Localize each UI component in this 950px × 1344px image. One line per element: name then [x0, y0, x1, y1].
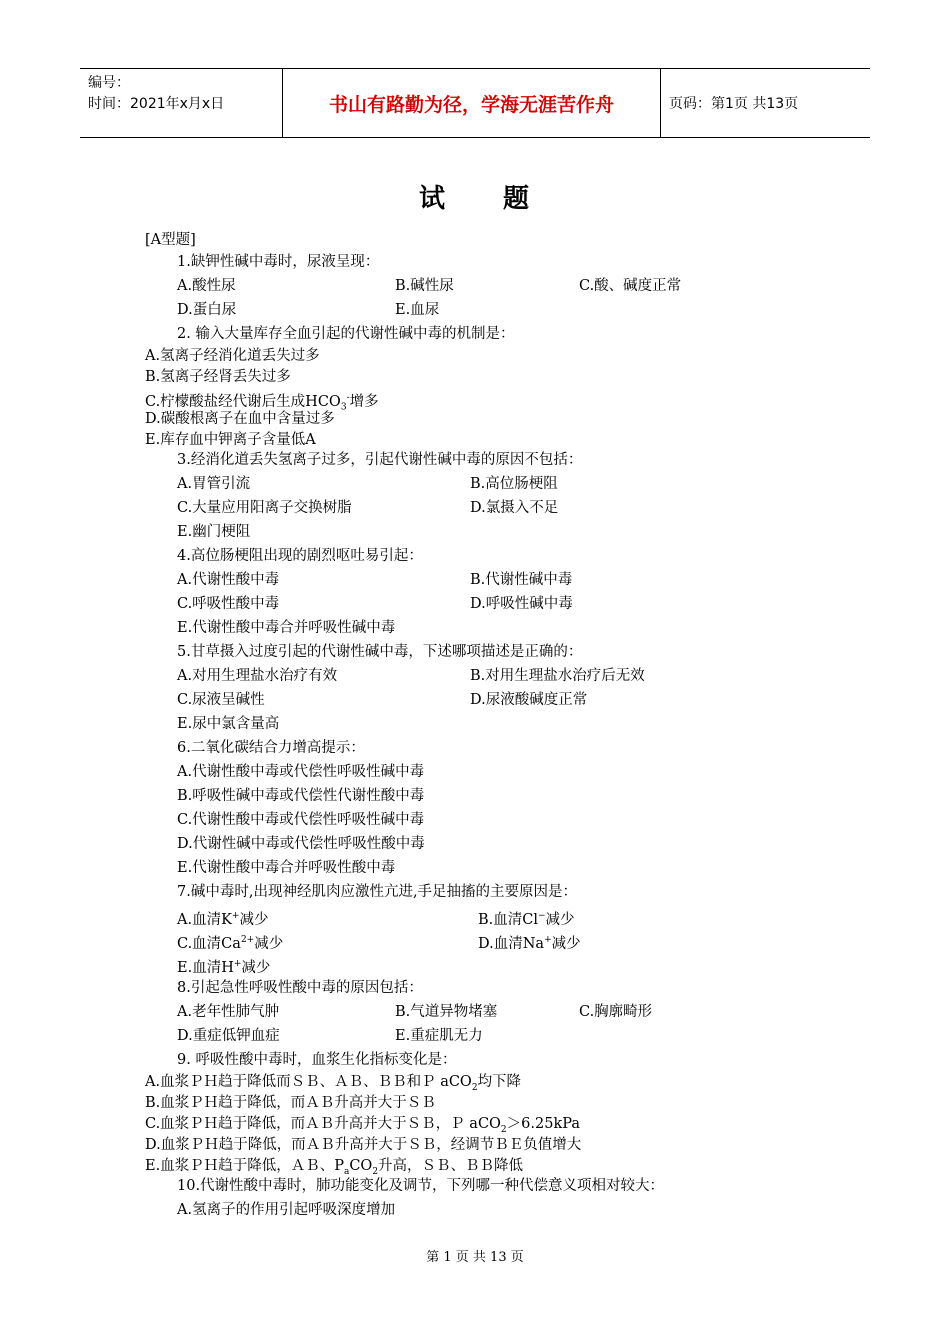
option: C.血浆ＰＨ趋于降低，而ＡＢ升高并大于ＳＢ，Ｐ aCO$_2$＞6.25kPa: [145, 1116, 580, 1135]
question-stem: 3.经消化道丢失氢离子过多，引起代谢性碱中毒的原因不包括：: [177, 452, 583, 468]
question-stem: 8.引起急性呼吸性酸中毒的原因包括：: [177, 980, 423, 996]
question-stem: 1.缺钾性碱中毒时，尿液呈现：: [177, 254, 380, 270]
option: D.血浆ＰＨ趋于降低，而ＡＢ升高并大于ＳＢ，经调节ＢＥ负值增大: [145, 1137, 582, 1153]
option: A.代谢性酸中毒: [177, 572, 280, 588]
option: E.血浆ＰＨ趋于降低，ＡＢ、$P_aCO_2$升高，ＳＢ、ＢＢ降低: [145, 1158, 524, 1177]
option: C.大量应用阳离子交换树脂: [177, 500, 352, 516]
question-stem: 2. 输入大量库存全血引起的代谢性碱中毒的机制是：: [177, 326, 515, 342]
option: A.对用生理盐水治疗有效: [177, 668, 338, 684]
option: C.柠檬酸盐经代谢后生成$HCO_3^-$增多: [145, 393, 379, 413]
question-stem: 10.代谢性酸中毒时，肺功能变化及调节，下列哪一种代偿意义项相对较大：: [177, 1178, 665, 1194]
option: C.代谢性酸中毒或代偿性呼吸性碱中毒: [177, 812, 425, 828]
option: D.碳酸根离子在血中含量过多: [145, 411, 335, 427]
page-title: 试 题: [418, 184, 532, 214]
option: E.血尿: [395, 302, 440, 318]
option: B.血清Cl−减少: [478, 911, 575, 928]
option: B.气道异物堵塞: [395, 1004, 498, 1020]
option: C.酸、碱度正常: [579, 278, 682, 294]
option: E.重症肌无力: [395, 1028, 483, 1044]
document-date: 时间：2021年x月x日: [88, 96, 225, 112]
question-stem: 9. 呼吸性酸中毒时，血浆生化指标变化是：: [177, 1052, 457, 1068]
question-stem: 4.高位肠梗阻出现的剧烈呕吐易引起：: [177, 548, 423, 564]
option: E.幽门梗阻: [177, 524, 251, 540]
option: E.尿中氯含量高: [177, 716, 280, 732]
option: D.重症低钾血症: [177, 1028, 280, 1044]
option: E.代谢性酸中毒合并呼吸性酸中毒: [177, 860, 396, 876]
option: B.对用生理盐水治疗后无效: [470, 668, 645, 684]
option: B.血浆ＰＨ趋于降低，而ＡＢ升高并大于ＳＢ: [145, 1095, 436, 1111]
option: A.代谢性酸中毒或代偿性呼吸性碱中毒: [177, 764, 425, 780]
option: A.血浆ＰＨ趋于降低而ＳＢ、ＡＢ、ＢＢ和Ｐ aCO$_2$均下降: [145, 1074, 522, 1093]
option: A.氢离子经消化道丢失过多: [145, 348, 320, 364]
option: A.酸性尿: [177, 278, 236, 294]
question-stem: 7.碱中毒时,出现神经肌肉应激性亢进,手足抽搐的主要原因是：: [177, 884, 578, 900]
option: A.胃管引流: [177, 476, 251, 492]
option: B.呼吸性碱中毒或代偿性代谢性酸中毒: [177, 788, 425, 804]
option: B.碱性尿: [395, 278, 454, 294]
option: C.胸廓畸形: [579, 1004, 653, 1020]
option: D.血清Na+减少: [478, 935, 581, 952]
question-stem: 5.甘草摄入过度引起的代谢性碱中毒，下述哪项描述是正确的：: [177, 644, 583, 660]
option: D.氯摄入不足: [470, 500, 559, 516]
option: E.代谢性酸中毒合并呼吸性碱中毒: [177, 620, 396, 636]
option: D.呼吸性碱中毒: [470, 596, 573, 612]
option: C.血清$Ca^{2+}$减少: [177, 935, 284, 952]
document-number-label: 编号：: [88, 75, 130, 91]
option: A.血清K+减少: [177, 911, 269, 928]
option: E.库存血中钾离子含量低A: [145, 432, 316, 448]
option: B.氢离子经肾丢失过多: [145, 369, 291, 385]
option: D.代谢性碱中毒或代偿性呼吸性酸中毒: [177, 836, 425, 852]
option: B.高位肠梗阻: [470, 476, 558, 492]
question-stem: 6.二氧化碳结合力增高提示：: [177, 740, 365, 756]
option: A.氢离子的作用引起呼吸深度增加: [177, 1202, 396, 1218]
header-motto: 书山有路勤为径，学海无涯苦作舟: [283, 69, 661, 137]
option: A.老年性肺气肿: [177, 1004, 280, 1020]
option: C.呼吸性酸中毒: [177, 596, 280, 612]
option: E.血清H+减少: [177, 959, 271, 976]
option: D.蛋白尿: [177, 302, 237, 318]
option: B.代谢性碱中毒: [470, 572, 573, 588]
option: D.尿液酸碱度正常: [470, 692, 588, 708]
option: C.尿液呈碱性: [177, 692, 265, 708]
page-footer: 第 1 页 共 13 页: [426, 1250, 524, 1265]
section-label: [A型题]: [145, 232, 196, 248]
header-page-info: 页码：第1页 共13页: [669, 96, 799, 112]
